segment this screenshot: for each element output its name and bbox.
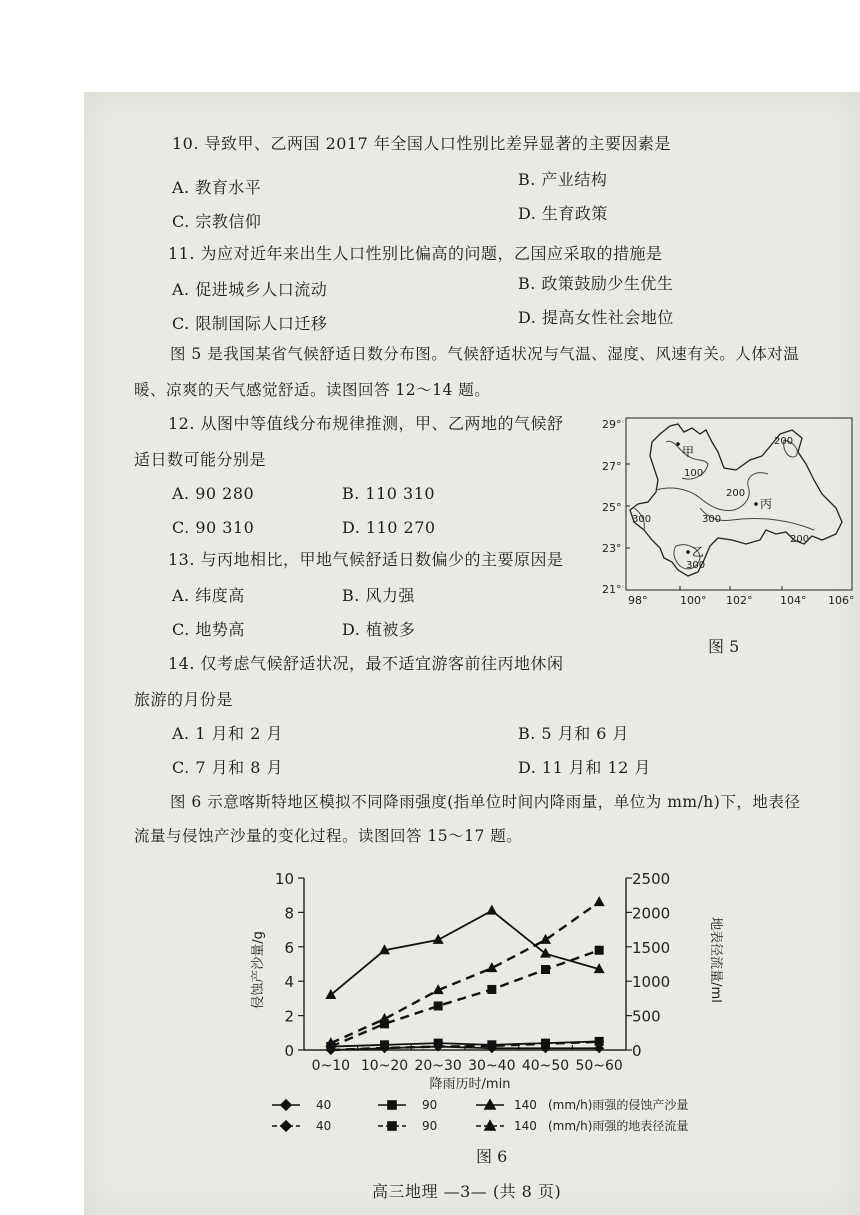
y-axis-right-label: 地表径流量/ml <box>708 917 723 1003</box>
rainfall-erosion-chart <box>222 866 742 1096</box>
fig6-intro-line2: 流量与侵蚀产沙量的变化过程。读图回答 15～17 题。 <box>134 827 523 845</box>
q10-stem: 10. 导致甲、乙两国 2017 年全国人口性别比差异显著的主要因素是 <box>172 134 671 153</box>
map-frame <box>626 418 852 590</box>
lat-label: 23° <box>602 542 622 555</box>
x-tick-label: 50~60 <box>575 1058 623 1074</box>
data-point <box>540 934 551 944</box>
q11-stem: 11. 为应对近年来出生人口性别比偏高的问题，乙国应采取的措施是 <box>168 244 663 263</box>
q13-option-b: B. 风力强 <box>342 586 415 605</box>
legend-label: (mm/h)雨强的侵蚀产沙量 <box>548 1098 689 1112</box>
figure6-caption: 图 6 <box>476 1147 508 1166</box>
q12-option-d: D. 110 270 <box>342 518 436 537</box>
q11-option-a: A. 促进城乡人口流动 <box>172 280 328 299</box>
contour-label: 300 <box>632 514 652 525</box>
q13-option-a: A. 纬度高 <box>172 586 245 605</box>
x-tick-label: 30~40 <box>468 1058 516 1074</box>
q11-option-b: B. 政策鼓励少生优生 <box>518 274 674 293</box>
data-point <box>541 965 550 974</box>
lat-label: 21° <box>602 583 622 596</box>
fig6-intro-line1: 图 6 示意喀斯特地区模拟不同降雨强度(指单位时间内降雨量，单位为 mm/h)下，地表径 <box>170 793 801 811</box>
y-tick-label-left: 10 <box>274 870 294 888</box>
x-tick-label: 40~50 <box>521 1058 570 1074</box>
data-point <box>540 948 551 958</box>
lon-label: 102° <box>726 594 753 607</box>
y-tick-label-right: 2000 <box>632 904 671 923</box>
series-line-2 <box>331 911 599 995</box>
q11-option-c: C. 限制国际人口迁移 <box>172 314 328 333</box>
lon-label: 98° <box>628 594 648 607</box>
q10-option-a: A. 教育水平 <box>172 178 262 197</box>
legend-label: 140 <box>514 1098 537 1112</box>
y-tick-label-left: 8 <box>284 904 294 923</box>
q14-option-b: B. 5 月和 6 月 <box>518 724 630 743</box>
data-point <box>594 896 605 906</box>
legend-label: 140 <box>514 1119 537 1133</box>
y-tick-label-left: 2 <box>284 1007 294 1026</box>
q14-option-a: A. 1 月和 2 月 <box>172 724 283 743</box>
data-point <box>433 934 444 944</box>
contour-label: 300 <box>702 514 722 525</box>
y-tick-label-right: 2500 <box>632 870 671 888</box>
q12-option-b: B. 110 310 <box>342 484 436 503</box>
contour-label: 300 <box>686 560 706 571</box>
contour-200-north <box>656 473 768 511</box>
page-footer: 高三地理 —3— (共 8 页) <box>372 1182 562 1201</box>
q12-option-c: C. 90 310 <box>172 518 255 537</box>
y-tick-label-right: 500 <box>632 1007 661 1026</box>
q14-option-c: C. 7 月和 8 月 <box>172 758 283 777</box>
place-yi: 乙 <box>692 545 705 559</box>
climate-comfort-map <box>600 412 858 608</box>
data-point <box>487 985 496 994</box>
chart-legend <box>270 1096 750 1136</box>
y-tick-label-right: 0 <box>632 1042 642 1060</box>
q12-stem-line1: 12. 从图中等值线分布规律推测，甲、乙两地的气候舒 <box>168 414 564 433</box>
data-point <box>486 905 497 915</box>
fig5-intro-line1: 图 5 是我国某省气候舒适日数分布图。气候舒适状况与气温、湿度、风速有关。人体对温 <box>170 345 800 363</box>
q12-stem-line2: 适日数可能分别是 <box>134 450 267 469</box>
series-line-4 <box>331 950 599 1046</box>
q14-stem-line1: 14. 仅考虑气候舒适状况，最不适宜游客前往丙地休闲 <box>168 654 564 673</box>
lon-label: 100° <box>680 594 707 607</box>
data-point <box>325 989 336 999</box>
legend-label: (mm/h)雨强的地表径流量 <box>548 1119 689 1133</box>
place-jia: 甲 <box>682 445 695 459</box>
data-point <box>434 1001 443 1010</box>
y-tick-label-right: 1000 <box>632 973 671 992</box>
x-axis-label: 降雨历时/min <box>429 1077 511 1092</box>
x-tick-label: 0~10 <box>311 1058 351 1074</box>
legend-label: 90 <box>422 1119 438 1133</box>
q10-option-d: D. 生育政策 <box>518 204 608 223</box>
y-tick-label-left: 6 <box>284 938 294 957</box>
lat-label: 25° <box>602 501 622 514</box>
contour-label: 200 <box>726 488 746 499</box>
q13-option-d: D. 植被多 <box>342 620 416 639</box>
lat-label: 29° <box>602 418 622 431</box>
q14-stem-line2: 旅游的月份是 <box>134 690 234 709</box>
place-bing: 丙 <box>760 497 773 511</box>
q10-option-b: B. 产业结构 <box>518 170 608 189</box>
contour-label: 100 <box>684 468 704 479</box>
data-point <box>595 946 604 955</box>
x-tick-label: 10~20 <box>360 1058 409 1074</box>
figure5-caption: 图 5 <box>708 637 740 656</box>
series-line-5 <box>331 902 599 1043</box>
y-tick-label-right: 1500 <box>632 938 671 957</box>
legend-label: 40 <box>316 1119 332 1133</box>
q14-option-d: D. 11 月和 12 月 <box>518 758 651 777</box>
x-tick-label: 20~30 <box>414 1058 462 1074</box>
y-tick-label-left: 4 <box>284 973 294 992</box>
fig5-intro-line2: 暖、凉爽的天气感觉舒适。读图回答 12～14 题。 <box>134 381 491 399</box>
lon-label: 104° <box>780 594 807 607</box>
q13-stem: 13. 与丙地相比，甲地气候舒适日数偏少的主要原因是 <box>168 550 564 569</box>
q11-option-d: D. 提高女性社会地位 <box>518 308 674 327</box>
y-axis-left-label: 侵蚀产沙量/g <box>251 931 266 1009</box>
q13-option-c: C. 地势高 <box>172 620 245 639</box>
y-tick-label-left: 0 <box>284 1042 294 1060</box>
lat-label: 27° <box>602 460 622 473</box>
lon-label: 106° <box>828 594 855 607</box>
contour-label: 200 <box>774 436 794 447</box>
legend-label: 40 <box>316 1098 332 1112</box>
legend-label: 90 <box>422 1098 438 1112</box>
contour-label: 200 <box>790 534 810 545</box>
q12-option-a: A. 90 280 <box>172 484 255 503</box>
province-outline <box>630 424 842 576</box>
q10-option-c: C. 宗教信仰 <box>172 212 262 231</box>
